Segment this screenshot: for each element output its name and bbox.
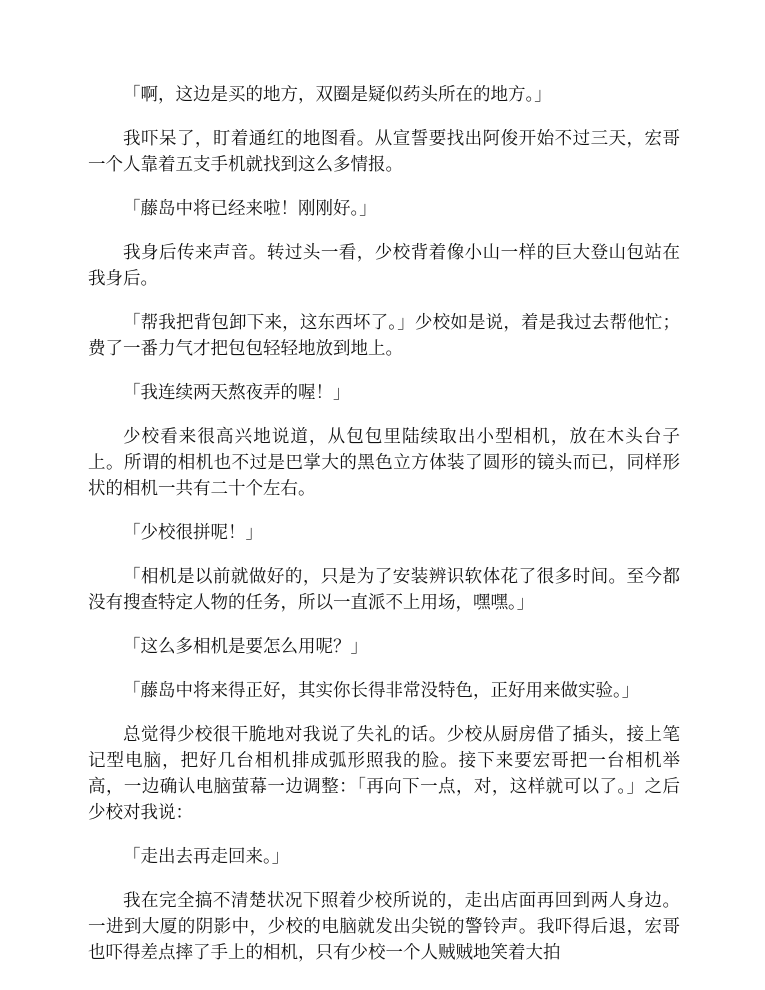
paragraph: 「这么多相机是要怎么用呢？」 bbox=[123, 637, 368, 657]
paragraph: 「帮我把背包卸下来，这东西坏了。」少校如是说，着是我过去帮他忙；费了一番力气才把包包轻轻地放到地上。 bbox=[88, 313, 680, 359]
document-page bbox=[88, 82, 680, 984]
paragraph: 「我连续两天熬夜弄的喔！」 bbox=[123, 383, 351, 403]
paragraph: 「藤岛中将已经来啦！刚刚好。」 bbox=[123, 199, 377, 219]
paragraph: 「藤岛中将来得正好，其实你长得非常没特色，正好用来做实验。」 bbox=[123, 681, 640, 701]
paragraph: 我在完全搞不清楚状况下照着少校所说的，走出店面再回到两人身边。一进到大厦的阴影中，少校的电脑就发出尖锐的警铃声。我吓得后退，宏哥也吓得差点摔了手上的相机，只有少校一个人贼贼地笑着大拍 bbox=[88, 891, 680, 963]
paragraph: 「走出去再走回来。」 bbox=[123, 847, 290, 867]
paragraph: 少校看来很高兴地说道，从包包里陆续取出小型相机，放在木头台子上。所谓的相机也不过是巴掌大的黑色立方体装了圆形的镜头而已，同样形状的相机一共有二十个左右。 bbox=[88, 427, 680, 499]
paragraph: 总觉得少校很干脆地对我说了失礼的话。少校从厨房借了插头，接上笔记型电脑，把好几台相机排成弧形照我的脸。接下来要宏哥把一台相机举高，一边确认电脑萤幕一边调整：「再向下一点，对，这样就可以了。」之后少校对我说： bbox=[88, 725, 680, 823]
paragraph: 「相机是以前就做好的，只是为了安装辨识软体花了很多时间。至今都没有搜查特定人物的任务，所以一直派不上用场，嘿嘿。」 bbox=[88, 567, 680, 613]
paragraph: 「啊，这边是买的地方，双圈是疑似药头所在的地方。」 bbox=[123, 85, 552, 105]
paragraph: 我身后传来声音。转过头一看，少校背着像小山一样的巨大登山包站在我身后。 bbox=[88, 243, 680, 289]
paragraph: 「少校很拼呢！」 bbox=[123, 523, 263, 543]
paragraph: 我吓呆了，盯着通红的地图看。从宣誓要找出阿俊开始不过三天，宏哥一个人靠着五支手机就找到这么多情报。 bbox=[88, 129, 680, 175]
